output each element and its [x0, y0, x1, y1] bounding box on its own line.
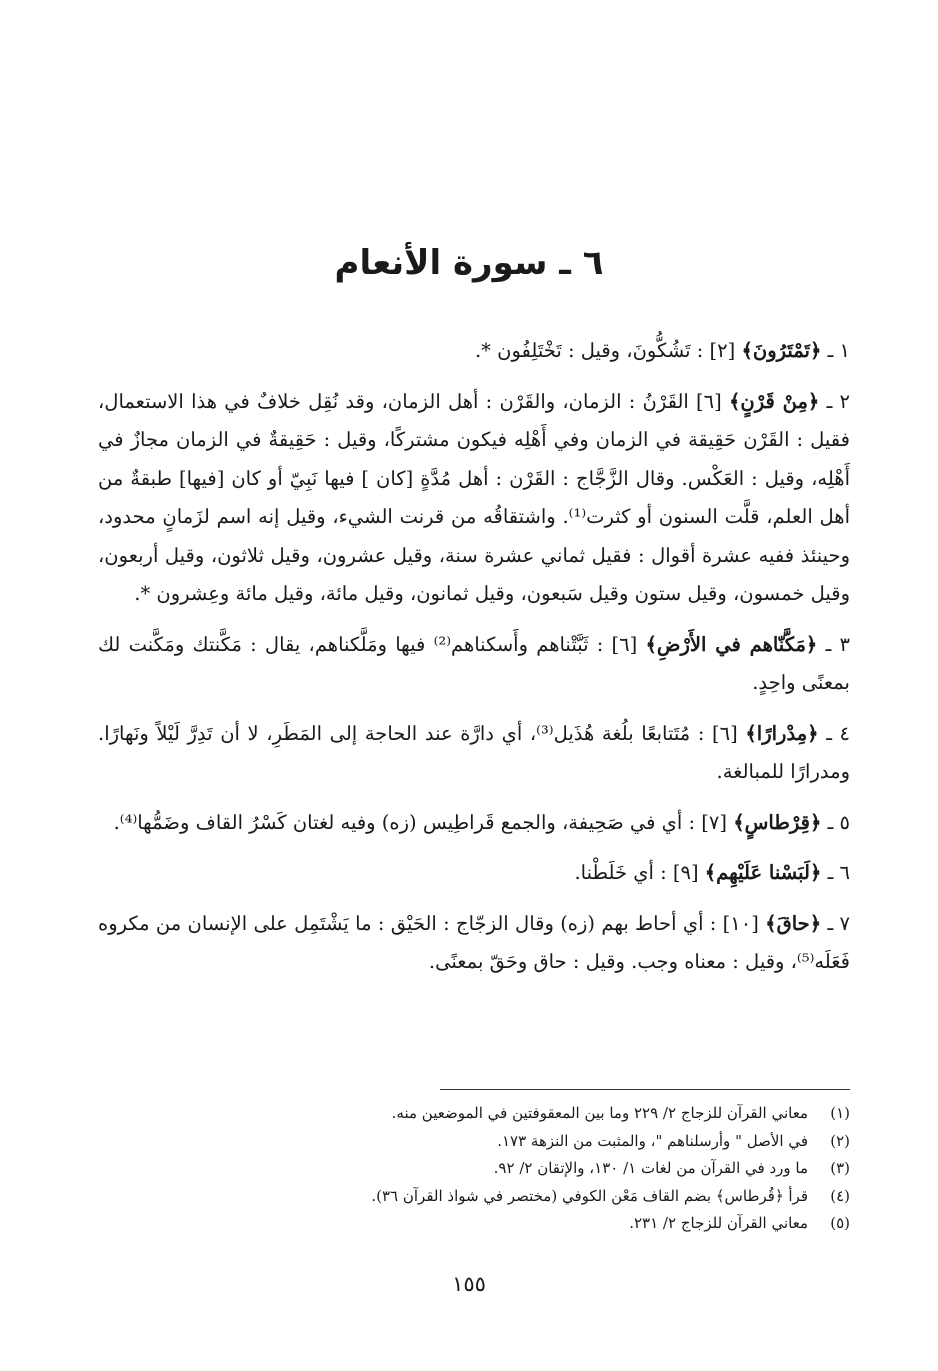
footnote-number: (٣)	[830, 1159, 850, 1177]
quranic-term: ﴿مِدْرارًا﴾	[745, 721, 819, 745]
footnote-number: (٤)	[830, 1186, 850, 1205]
footnote-text: ما ورد في القرآن من لغات ١/ ١٣٠، والإتقان ٢/ ٩٢.	[493, 1159, 808, 1177]
footnote-number: (١)	[830, 1104, 850, 1122]
footnote-4	[98, 1183, 850, 1211]
footnote-2	[98, 1128, 850, 1156]
entry-2	[98, 383, 850, 614]
entry-number: ٤ ـ	[826, 721, 851, 745]
footnote-text: قرأ ﴿قُرطاس﴾ بضم القاف مَعْن الكوفي (مختصر في شواذ القرآن ٣٦).	[371, 1186, 808, 1205]
entry-text: [٧] : أي في صَحِيفة، والجمع قَراطِيس (زه) وفيه لغتان كَسْرُ القاف وضَمُّها⁽⁴⁾.	[113, 810, 734, 834]
entry-number: ٢ ـ	[826, 389, 850, 413]
footnote-3	[98, 1155, 850, 1183]
entry-text: [٦] القَرْنُ : الزمان، والقَرْن : أهل الزمان، وقد نُقِل خلافٌ في هذا الاستعمال، فقيل : القَرْن حَقِيقة في الزمان وفي أَهْلِه فيكون مشتركًا، وقيل : حَقِيقةٌ في الزمان مجازٌ في أَهْلِه، وقيل : العَكْس. وقال الزَّجَّاج : القَرْن : أهل مُدَّةٍ [كان ] فيها نَبِيّ أو كان [فيها] طبقةٌ من أهل العلم، قلَّت السنون أو كثرت⁽¹⁾. واشتقاقُه من قرنت الشيء، وقيل إنه اسم لزَمانٍ محدود، وحينئذ ففيه عشرة أقوال : فقيل ثماني عشرة سنة، وقيل عشرون، وقيل ثلاثون، وقيل أربعون، وقيل خمسون، وقيل ستون وقيل سَبعون، وقيل ثمانون، وقيل مائة، وقيل مائة وعِشرون *.	[98, 389, 850, 605]
footnote-1	[98, 1100, 850, 1128]
entry-4	[98, 715, 850, 792]
entry-1	[98, 332, 850, 371]
footnote-text: في الأصل " وأرسلناهم "، والمثبت من النزهة ١٧٣.	[497, 1131, 808, 1150]
quranic-term: ﴿قِرْطاسٍ﴾	[733, 810, 822, 834]
entry-text: [٦] : مُتَتابعًا بلُغة هُذَيل⁽³⁾، أي دارَّة عند الحاجة إلى المَطَرِ، لا أن تَدِرَّ لَيْلاً ونَهارًا. ومدرارًا للمبالغة.	[98, 721, 850, 783]
footnotes	[98, 1100, 850, 1238]
entry-number: ٧ ـ	[827, 911, 850, 935]
entry-number: ٥ ـ	[827, 810, 850, 834]
entry-number: ٦ ـ	[827, 861, 850, 884]
quranic-term: ﴿حاقَ﴾	[765, 911, 822, 935]
entry-3	[98, 626, 850, 703]
quranic-term: ﴿لَبَسْنا عَلَيْهِم﴾	[704, 861, 822, 884]
page-number: ١٥٥	[452, 1272, 486, 1296]
entry-number: ١ ـ	[827, 339, 850, 362]
surah-title: ٦ ـ سورة الأنعام	[334, 243, 604, 283]
quranic-term: ﴿مَكَّنّاهم في الأَرْضِ﴾	[645, 632, 818, 656]
entry-5	[98, 804, 850, 843]
body-text	[98, 332, 850, 994]
footnote-text: معاني القرآن للزجاج ٢/ ٢٢٩ وما بين المعقوفتين في الموضعين منه.	[391, 1104, 808, 1122]
entry-text: [٦] : ثَبَّتْناهم وأَسكناهم⁽²⁾ فيها ومَلَّكناهم، يقال : مَكَّنتك ومَكَّنت لك بمعنًى واحِدٍ.	[98, 632, 850, 694]
entry-text: [٩] : أي خَلَطْنا.	[574, 861, 705, 884]
entry-6	[98, 854, 850, 893]
footnote-separator	[440, 1089, 850, 1090]
entry-text: [٢] : تَشُكُّونَ، وقيل : تَخْتَلِفُون *.	[474, 339, 742, 362]
footnote-number: (٥)	[830, 1214, 850, 1232]
entry-7	[98, 905, 850, 982]
footnote-number: (٢)	[830, 1131, 850, 1150]
quranic-term: ﴿تَمْتَرُونَ﴾	[741, 339, 822, 362]
entry-text: [١٠] : أي أحاط بهم (زه) وقال الزجّاج : الحَيْق : ما يَشْتَمِل على الإنسان من مكروه فَعَلَه⁽⁵⁾، وقيل : معناه وجب. وقيل : حاق وحَقّ بمعنًى.	[98, 911, 850, 973]
footnote-text: معاني القرآن للزجاج ٢/ ٢٣١.	[629, 1214, 808, 1232]
footnote-5	[98, 1210, 850, 1238]
quranic-term: ﴿مِنْ قَرْنٍ﴾	[728, 389, 820, 413]
entry-number: ٣ ـ	[825, 632, 850, 656]
